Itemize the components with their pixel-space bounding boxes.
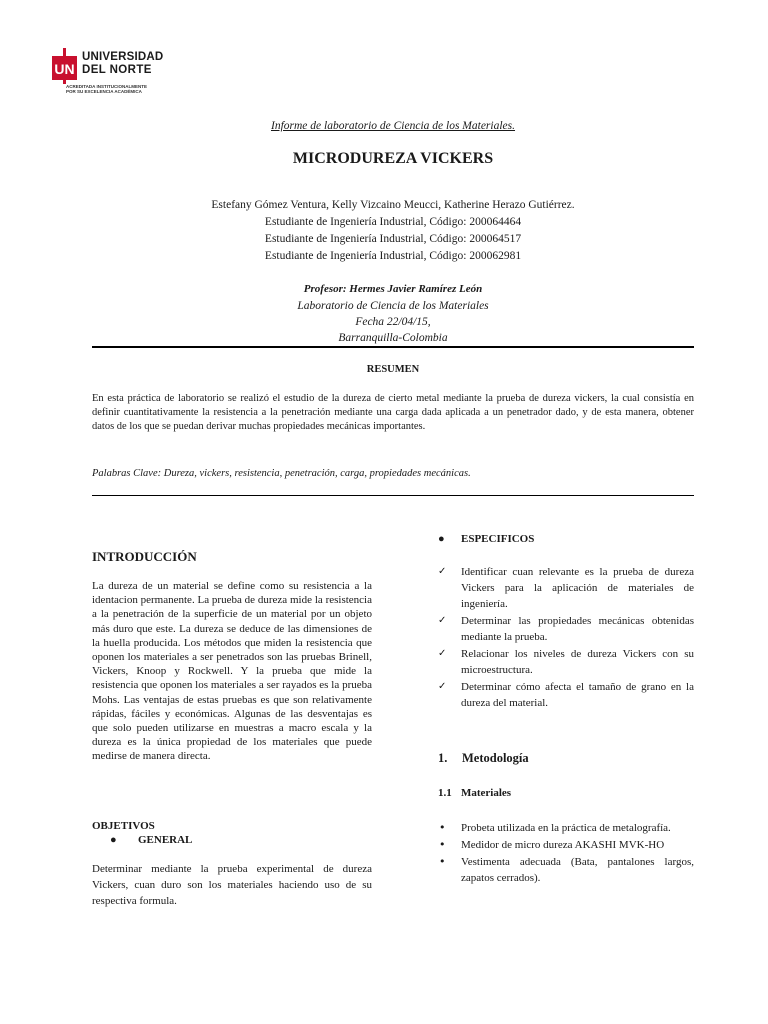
list-item xyxy=(438,679,694,711)
subsection-title: Materiales xyxy=(461,787,512,799)
header-divider xyxy=(92,346,694,348)
list-item xyxy=(438,854,694,886)
checkmark-icon: ✓ xyxy=(438,566,447,577)
checkmark-icon: ✓ xyxy=(438,615,447,626)
list-item-text: Determinar las propiedades mecánicas obtenidas mediante la prueba. xyxy=(461,615,694,643)
specific-objectives-list xyxy=(438,564,694,712)
student-line: Estudiante de Ingeniería Industrial, Código: 200064517 xyxy=(264,233,522,245)
bullet-icon: ● xyxy=(110,834,117,846)
abstract-divider xyxy=(92,495,694,496)
list-item-text: Medidor de micro dureza AKASHI MVK-HO xyxy=(461,839,665,851)
list-item xyxy=(438,646,694,678)
materials-list xyxy=(438,820,694,887)
list-item-text: Probeta utilizada en la práctica de metalografía. xyxy=(461,822,671,834)
list-item-text: Determinar cómo afecta el tamaño de grano en la dureza del material. xyxy=(461,681,694,709)
methodology-heading xyxy=(438,751,694,766)
list-item xyxy=(438,820,694,836)
specific-objectives-heading xyxy=(438,533,694,545)
section-title: Metodología xyxy=(462,751,529,765)
list-item-text: Relacionar los niveles de dureza Vickers con su microestructura. xyxy=(461,648,694,676)
list-item xyxy=(438,837,694,853)
student-line: Estudiante de Ingeniería Industrial, Código: 200062981 xyxy=(264,250,522,262)
logo-name-line1: UNIVERSIDAD xyxy=(82,51,164,63)
logo-accreditation-line2: POR SU EXCELENCIA ACADÉMICA xyxy=(66,89,142,94)
bullet-icon: ● xyxy=(438,533,445,545)
student-line: Estudiante de Ingeniería Industrial, Código: 200064464 xyxy=(264,216,522,228)
abstract-heading: RESUMEN xyxy=(366,364,420,375)
objectives-heading: OBJETIVOS xyxy=(92,820,155,832)
report-type: Informe de laboratorio de Ciencia de los Materiales. xyxy=(270,120,516,132)
subsection-number: 1.1 xyxy=(438,787,452,799)
list-item-text: Identificar cuan relevante es la prueba de dureza Vickers para la aplicación de materiales de ingeniería. xyxy=(461,566,694,610)
list-item xyxy=(438,613,694,645)
logo-accreditation-line1: ACREDITADA INSTITUCIONALMENTE xyxy=(66,84,147,89)
bullet-icon: • xyxy=(439,855,446,868)
authors: Estefany Gómez Ventura, Kelly Vizcaino Meucci, Katherine Herazo Gutiérrez. xyxy=(211,199,575,211)
checkmark-icon: ✓ xyxy=(438,681,447,692)
bullet-icon: • xyxy=(439,838,446,851)
general-objective-heading xyxy=(110,834,310,846)
list-item xyxy=(438,564,694,612)
general-objective-text: Determinar mediante la prueba experimental de dureza Vickers, cuan duro son los materiales haciendo uso de su respectiva formula. xyxy=(92,863,372,907)
specific-label: ESPECIFICOS xyxy=(461,533,535,545)
materials-heading xyxy=(438,787,694,799)
bullet-icon: • xyxy=(439,821,446,834)
svg-text:UN: UN xyxy=(54,61,75,77)
checkmark-icon: ✓ xyxy=(438,648,447,659)
document-title: MICRODUREZA VICKERS xyxy=(292,150,494,167)
city: Barranquilla-Colombia xyxy=(338,332,448,344)
general-label: GENERAL xyxy=(138,834,193,846)
list-item-text: Vestimenta adecuada (Bata, pantalones largos, zapatos cerrados). xyxy=(461,856,694,884)
report-date: Fecha 22/04/15, xyxy=(355,316,431,328)
logo-name-line2: DEL NORTE xyxy=(82,64,152,76)
introduction-text: La dureza de un material se define como su resistencia a la identacion permanente. La prueba de dureza mide la resistencia a la penetración de la superficie de un material por un objeto más duro que este. La dureza se deduce de las dimensiones de la huella producida. Los métodos que miden la resistencia que oponen los materiales a ser penetrados son las pruebas Brinell, Vickers, Knoop y Rockwell. Y la prueba que mide la resistencia que oponen los materiales a ser rayados es la prueba Mohs. Las ventajas de estas pruebas es que son relativamente rápidas, fáciles y económicas. Algunas de las desventajas es que solo pueden utilizarse en muestras a macro escala y la dureza es la única propiedad de los materiales que puede medirse de manera directa. xyxy=(92,580,372,763)
introduction-heading: INTRODUCCIÓN xyxy=(92,549,197,564)
laboratory-name: Laboratorio de Ciencia de los Materiales xyxy=(297,300,489,312)
university-logo xyxy=(50,42,190,98)
professor: Profesor: Hermes Javier Ramírez León xyxy=(303,283,483,295)
abstract-text: En esta práctica de laboratorio se realizó el estudio de la dureza de cierto metal mediante la prueba de dureza vickers, la cual consistía en definir cuantitativamente la resistencia a la penetración mediante una carga dada aplicada a un penetrador dado, y de esta manera, obtener datos de los que se puedan derivar muchas propiedades mecánicas importantes. xyxy=(92,393,694,432)
logo-emblem-icon xyxy=(50,48,80,84)
section-number: 1. xyxy=(438,751,448,765)
keywords: Palabras Clave: Dureza, vickers, resistencia, penetración, carga, propiedades mecánicas. xyxy=(92,468,471,479)
